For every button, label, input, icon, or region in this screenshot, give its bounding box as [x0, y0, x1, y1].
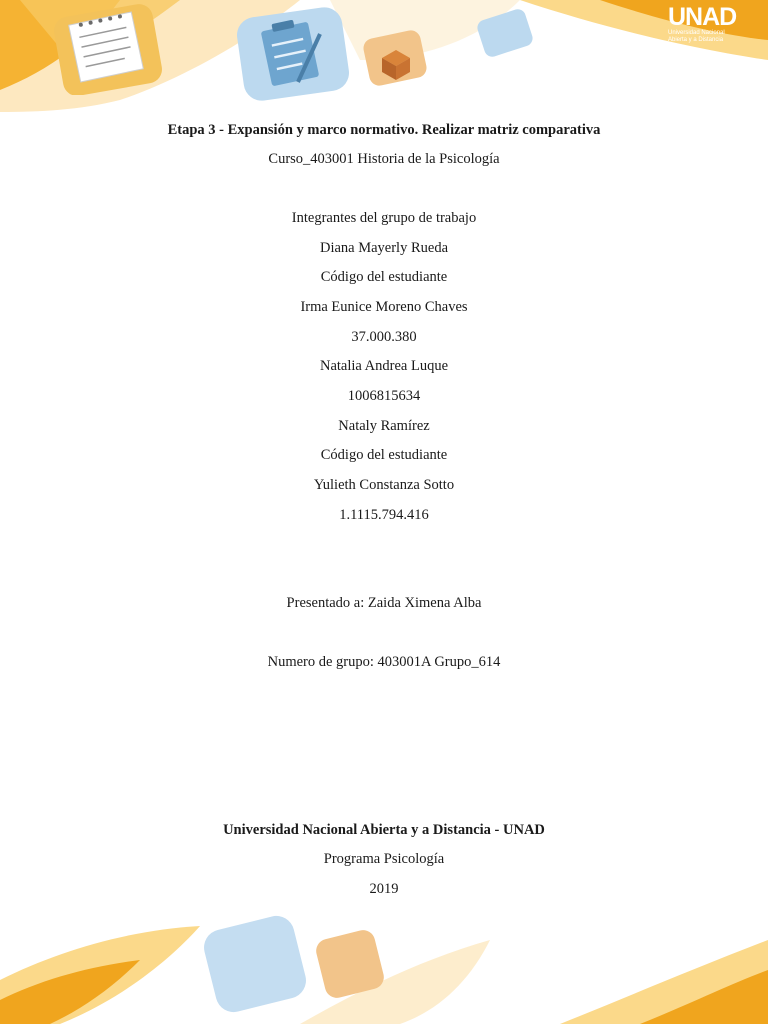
presented-to: Presentado a: Zaida Ximena Alba: [286, 595, 482, 611]
member-name: Diana Mayerly Rueda: [319, 240, 449, 256]
logo-word: UNAD: [668, 3, 737, 31]
member-code: 1006815634: [347, 388, 421, 404]
unad-logo: [666, 4, 758, 52]
document-title: Etapa 3 - Expansión y marco normativo. Realizar matriz comparativa: [167, 122, 601, 138]
logo-subtitle-line2: Abierta y a Distancia: [668, 37, 724, 43]
university-name: Universidad Nacional Abierta y a Distancia - UNAD: [223, 822, 545, 838]
clipboard-icon: [228, 4, 358, 104]
member-code: Código del estudiante: [320, 447, 448, 463]
decorative-tile: [310, 926, 390, 1002]
notepad-icon: [48, 0, 168, 95]
program-name: Programa Psicología: [323, 851, 445, 867]
decorative-tile: [472, 8, 538, 58]
member-name: Yulieth Constanza Sotto: [313, 477, 455, 493]
year: 2019: [369, 881, 399, 897]
members-heading: Integrantes del grupo de trabajo: [291, 210, 477, 226]
member-name: Natalia Andrea Luque: [319, 358, 449, 374]
member-name: Nataly Ramírez: [338, 418, 430, 434]
decorative-tile: [195, 912, 315, 1016]
member-code: 37.000.380: [351, 329, 417, 345]
member-name: Irma Eunice Moreno Chaves: [300, 299, 468, 315]
box-icon: [358, 28, 432, 88]
course-name: Curso_403001 Historia de la Psicología: [268, 151, 500, 167]
group-number: Numero de grupo: 403001A Grupo_614: [267, 654, 501, 670]
member-code: 1.1115.794.416: [339, 507, 429, 523]
logo-subtitle-line1: Universidad Nacional: [668, 30, 725, 36]
member-code: Código del estudiante: [320, 269, 448, 285]
